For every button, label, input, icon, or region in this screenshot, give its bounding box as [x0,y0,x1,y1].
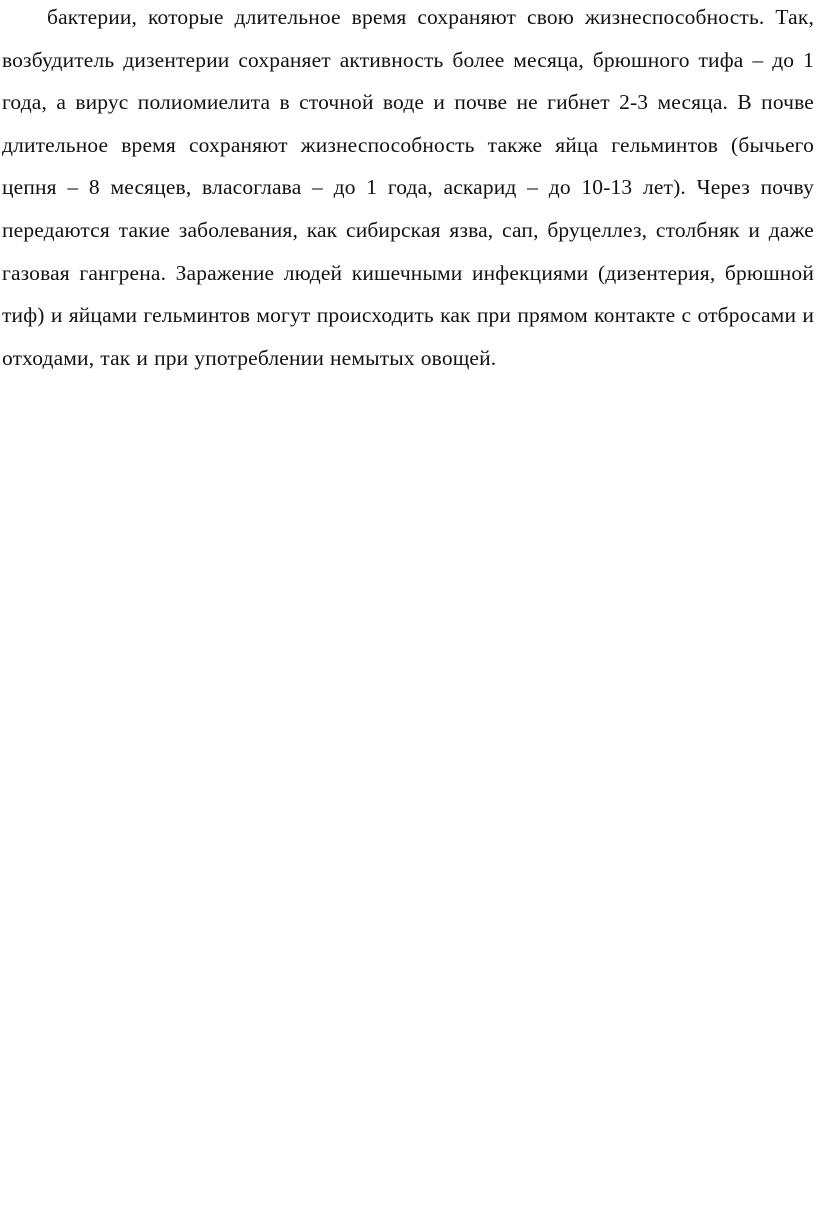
body-paragraph: бактерии, которые длительное время сохраняют свою жизнеспособность. Так, возбудитель дизентерии сохраняет активность более месяца, брюшного тифа – до 1 года, а вирус полиомиелита в сточной воде и почве не гибнет 2-3 месяца. В почве длительное время сохраняют жизнеспособность также яйца гельминтов (бычьего цепня – 8 месяцев, власоглава – до 1 года, аскарид – до 10-13 лет). Через почву передаются такие заболевания, как сибирская язва, сап, бруцеллез, столбняк и даже газовая гангрена. Заражение людей кишечными инфекциями (дизентерия, брюшной тиф) и яйцами гельминтов могут происходить как при прямом контакте с отбросами и отходами, так и при употреблении немытых овощей. [2,5,814,370]
